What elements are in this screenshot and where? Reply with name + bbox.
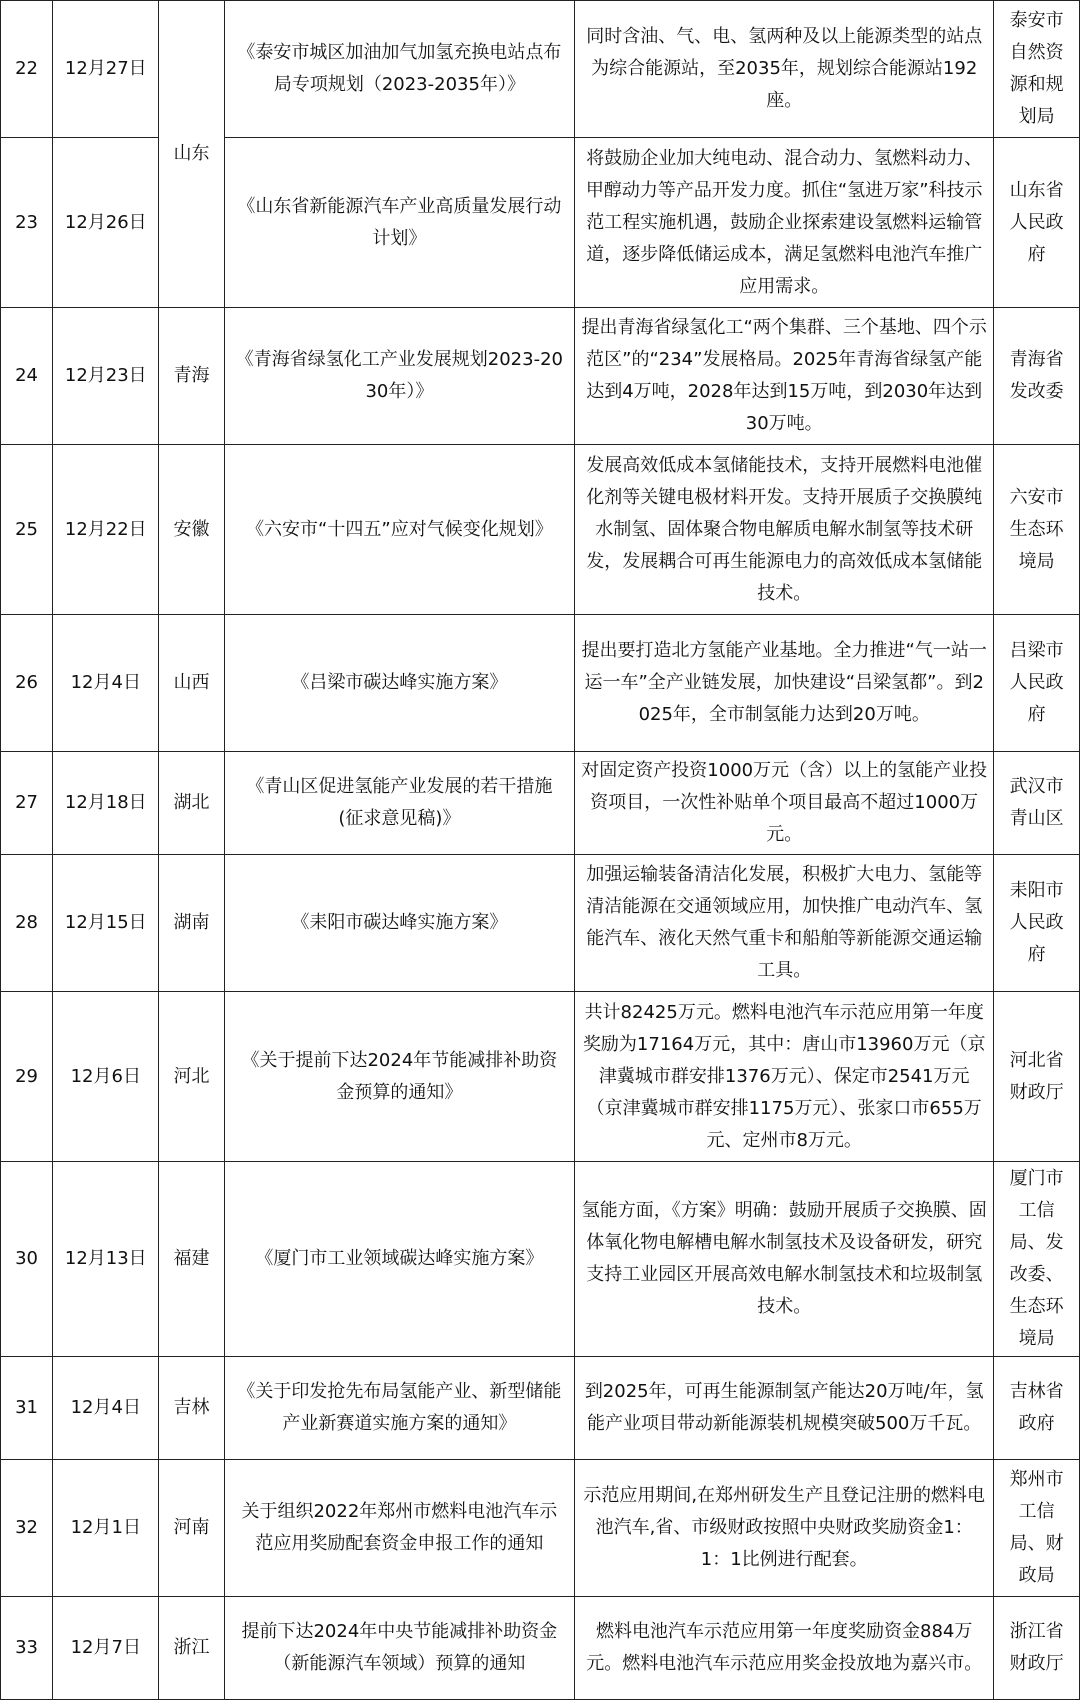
table-row: [1, 308, 1080, 445]
row-content: 将鼓励企业加大纯电动、混合动力、氢燃料动力、甲醇动力等产品开发力度。抓住“氢进万家”科技示范工程实施机遇，鼓励企业探索建设氢燃料运输管道，逐步降低储运成本，满足氢燃料电池汽车推广应用需求。: [575, 138, 994, 308]
row-department: 山东省人民政府: [994, 138, 1080, 308]
row-date: 12月15日: [53, 855, 159, 992]
row-number: 33: [1, 1597, 53, 1700]
row-content: 共计82425万元。燃料电池汽车示范应用第一年度奖励为17164万元，其中：唐山市13960万元（京津冀城市群安排1376万元）、保定市2541万元（京津冀城市群安排1175万元）、张家口市655万元、定州市8万元。: [575, 992, 994, 1162]
row-number: 26: [1, 615, 53, 752]
row-content: 对固定资产投资1000万元（含）以上的氢能产业投资项目，一次性补贴单个项目最高不超过1000万元。: [575, 752, 994, 855]
row-title: 《六安市“十四五”应对气候变化规划》: [224, 445, 575, 615]
row-date: 12月1日: [53, 1460, 159, 1597]
row-number: 27: [1, 752, 53, 855]
row-date: 12月4日: [53, 615, 159, 752]
row-department: 六安市生态环境局: [994, 445, 1080, 615]
table-row: [1, 1357, 1080, 1460]
table-row: [1, 1, 1080, 138]
row-department: 厦门市工信局、发改委、生态环境局: [994, 1162, 1080, 1357]
row-number: 25: [1, 445, 53, 615]
row-province: 吉林: [159, 1357, 224, 1460]
row-province: 福建: [159, 1162, 224, 1357]
row-content: 提出青海省绿氢化工“两个集群、三个基地、四个示范区”的“234”发展格局。2025年青海省绿氢产能达到4万吨，2028年达到15万吨，到2030年达到30万吨。: [575, 308, 994, 445]
row-date: 12月7日: [53, 1597, 159, 1700]
row-content: 示范应用期间,在郑州研发生产且登记注册的燃料电池汽车,省、市级财政按照中央财政奖励资金1：1：1比例进行配套。: [575, 1460, 994, 1597]
row-content: 到2025年，可再生能源制氢产能达20万吨/年，氢能产业项目带动新能源装机规模突破500万千瓦。: [575, 1357, 994, 1460]
row-number: 32: [1, 1460, 53, 1597]
row-department: 河北省财政厅: [994, 992, 1080, 1162]
row-province: 河北: [159, 992, 224, 1162]
row-title: 《关于提前下达2024年节能减排补助资金预算的通知》: [224, 992, 575, 1162]
row-content: 发展高效低成本氢储能技术，支持开展燃料电池催化剂等关键电极材料开发。支持开展质子交换膜纯水制氢、固体聚合物电解质电解水制氢等技术研发，发展耦合可再生能源电力的高效低成本氢储能技术。: [575, 445, 994, 615]
row-date: 12月27日: [53, 1, 159, 138]
row-date: 12月26日: [53, 138, 159, 308]
row-content: 加强运输装备清洁化发展，积极扩大电力、氢能等清洁能源在交通领域应用，加快推广电动汽车、氢能汽车、液化天然气重卡和船舶等新能源交通运输工具。: [575, 855, 994, 992]
table-row: [1, 855, 1080, 992]
row-date: 12月6日: [53, 992, 159, 1162]
row-title: 《厦门市工业领域碳达峰实施方案》: [224, 1162, 575, 1357]
row-province: 安徽: [159, 445, 224, 615]
row-date: 12月18日: [53, 752, 159, 855]
row-date: 12月4日: [53, 1357, 159, 1460]
row-number: 28: [1, 855, 53, 992]
row-title: 《青山区促进氢能产业发展的若干措施(征求意见稿)》: [224, 752, 575, 855]
row-department: 浙江省财政厅: [994, 1597, 1080, 1700]
row-number: 22: [1, 1, 53, 138]
row-province: 河南: [159, 1460, 224, 1597]
row-content: 燃料电池汽车示范应用第一年度奖励资金884万元。燃料电池汽车示范应用奖金投放地为嘉兴市。: [575, 1597, 994, 1700]
table-row: [1, 1597, 1080, 1700]
table-row: [1, 992, 1080, 1162]
row-content: 提出要打造北方氢能产业基地。全力推进“气一站一运一车”全产业链发展，加快建设“吕梁氢都”。到2025年，全市制氢能力达到20万吨。: [575, 615, 994, 752]
row-number: 23: [1, 138, 53, 308]
row-title: 关于组织2022年郑州市燃料电池汽车示范应用奖励配套资金申报工作的通知: [224, 1460, 575, 1597]
row-number: 24: [1, 308, 53, 445]
row-province: 青海: [159, 308, 224, 445]
row-number: 31: [1, 1357, 53, 1460]
table-row: [1, 752, 1080, 855]
row-department: 吉林省政府: [994, 1357, 1080, 1460]
row-province: 湖南: [159, 855, 224, 992]
table-row: [1, 615, 1080, 752]
row-department: 泰安市自然资源和规划局: [994, 1, 1080, 138]
row-title: 《关于印发抢先布局氢能产业、新型储能产业新赛道实施方案的通知》: [224, 1357, 575, 1460]
row-title: 《吕梁市碳达峰实施方案》: [224, 615, 575, 752]
row-province: 山东: [159, 1, 224, 308]
row-content: 氢能方面，《方案》明确：鼓励开展质子交换膜、固体氧化物电解槽电解水制氢技术及设备研发，研究支持工业园区开展高效电解水制氢技术和垃圾制氢技术。: [575, 1162, 994, 1357]
row-date: 12月13日: [53, 1162, 159, 1357]
row-content: 同时含油、气、电、氢两种及以上能源类型的站点为综合能源站，至2035年，规划综合能源站192座。: [575, 1, 994, 138]
row-department: 郑州市工信局、财政局: [994, 1460, 1080, 1597]
row-department: 武汉市青山区: [994, 752, 1080, 855]
row-title: 《泰安市城区加油加气加氢充换电站点布局专项规划（2023-2035年）》: [224, 1, 575, 138]
row-number: 30: [1, 1162, 53, 1357]
row-number: 29: [1, 992, 53, 1162]
row-date: 12月23日: [53, 308, 159, 445]
row-province: 山西: [159, 615, 224, 752]
row-title: 提前下达2024年中央节能减排补助资金（新能源汽车领域）预算的通知: [224, 1597, 575, 1700]
row-title: 《耒阳市碳达峰实施方案》: [224, 855, 575, 992]
table-row: [1, 445, 1080, 615]
row-department: 青海省发改委: [994, 308, 1080, 445]
row-date: 12月22日: [53, 445, 159, 615]
row-title: 《山东省新能源汽车产业高质量发展行动计划》: [224, 138, 575, 308]
row-province: 湖北: [159, 752, 224, 855]
table-row: [1, 1460, 1080, 1597]
table-row: [1, 1162, 1080, 1357]
row-province: 浙江: [159, 1597, 224, 1700]
row-department: 耒阳市人民政府: [994, 855, 1080, 992]
row-department: 吕梁市人民政府: [994, 615, 1080, 752]
row-title: 《青海省绿氢化工产业发展规划2023-2030年）》: [224, 308, 575, 445]
